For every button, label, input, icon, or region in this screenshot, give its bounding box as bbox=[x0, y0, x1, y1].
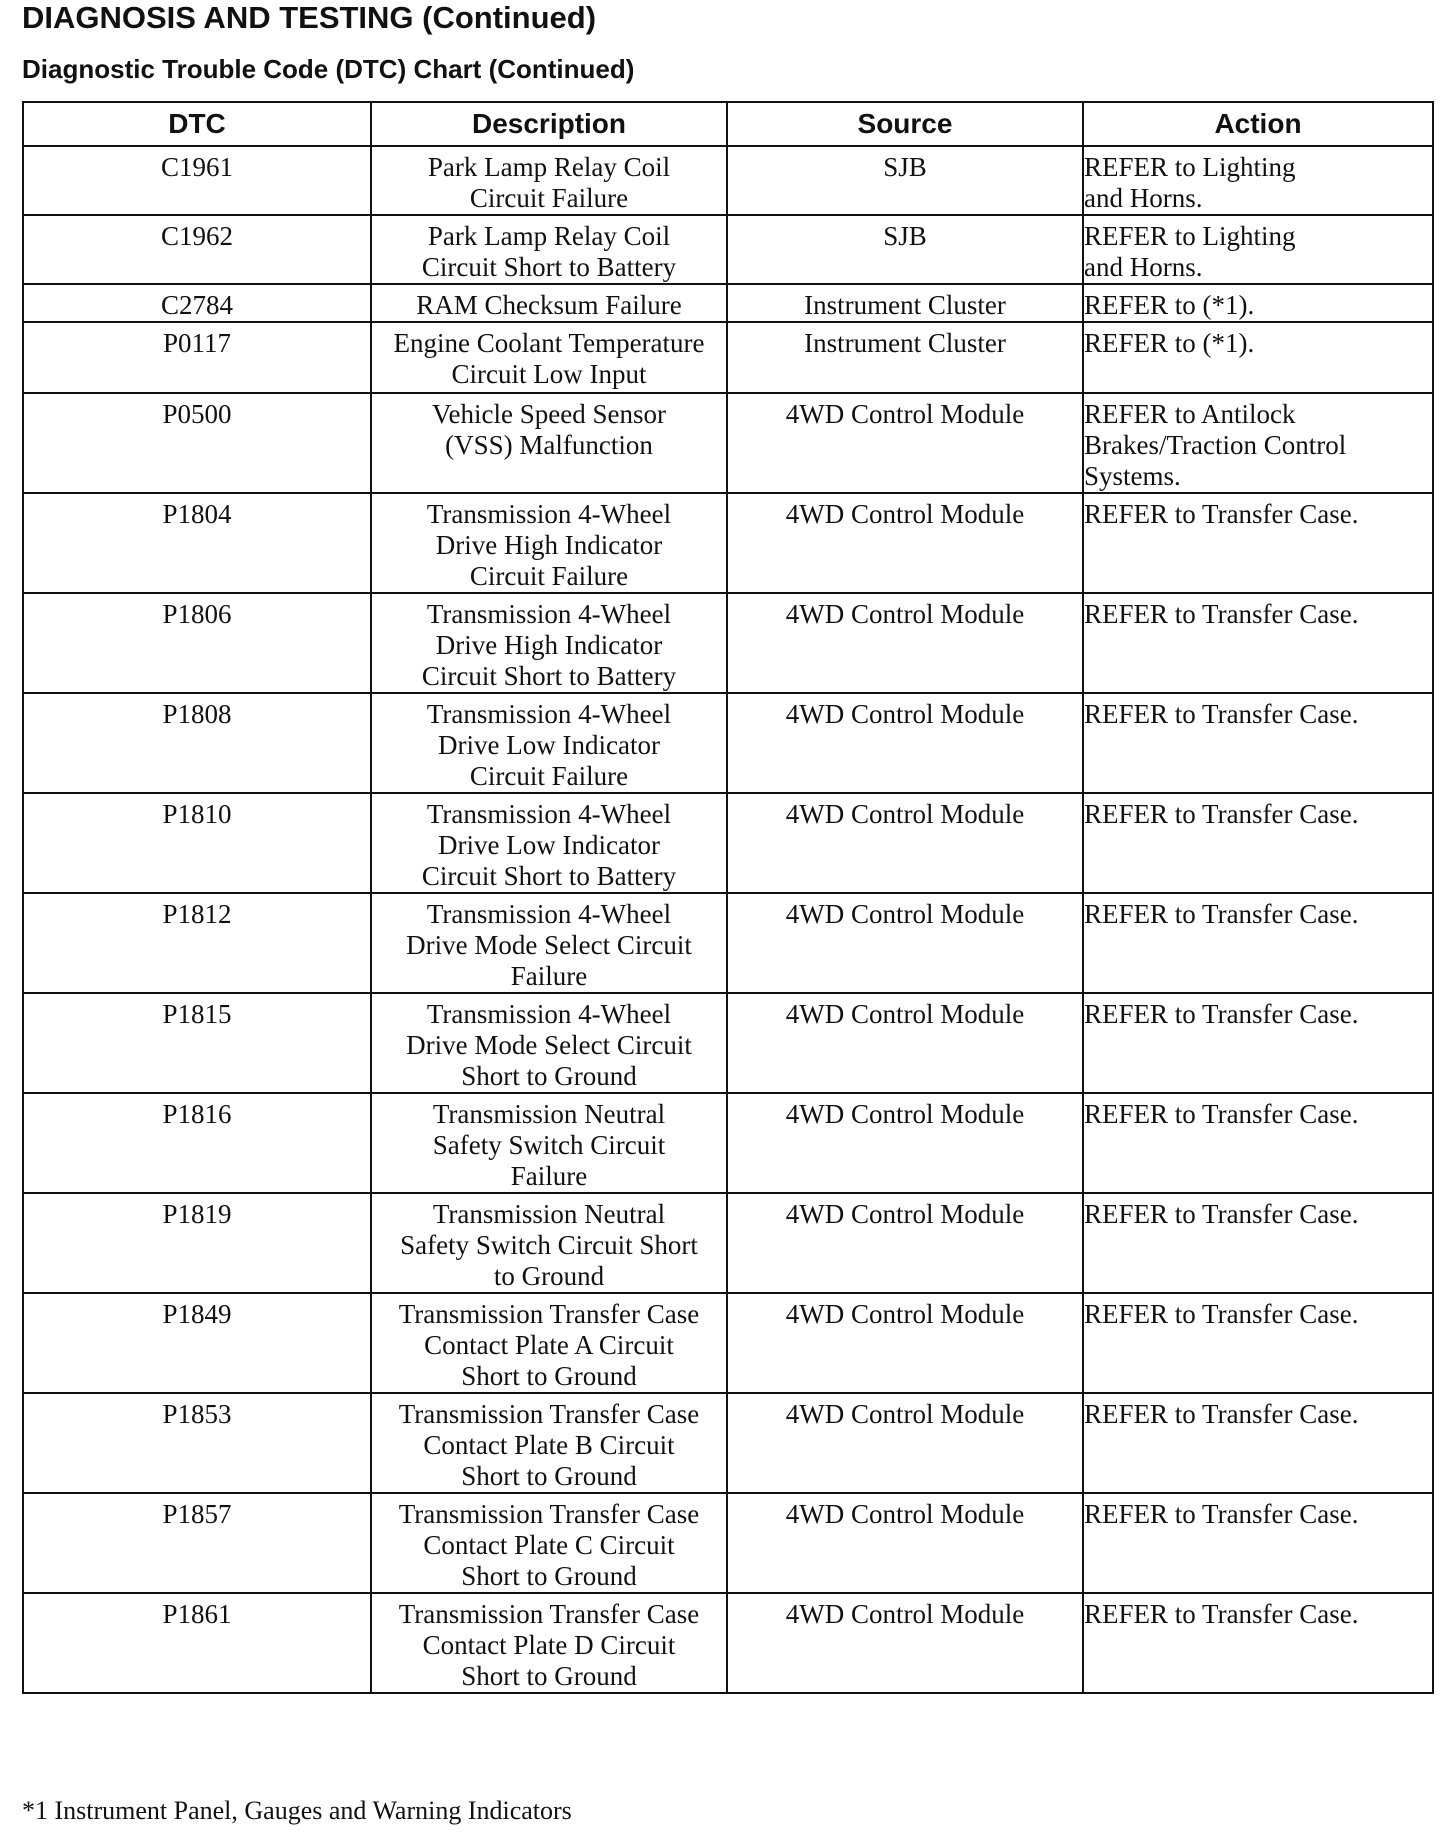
description-line: Drive Mode Select Circuit bbox=[406, 1030, 692, 1060]
table-row bbox=[23, 393, 1433, 493]
description-line: Failure bbox=[510, 1161, 588, 1191]
description-line: Safety Switch Circuit bbox=[432, 1130, 666, 1160]
description-line: Transmission Neutral bbox=[432, 1099, 666, 1129]
description-cell bbox=[371, 284, 727, 322]
action-cell bbox=[1083, 146, 1433, 215]
description-line: Circuit Failure bbox=[469, 561, 629, 591]
dtc-code-cell: P1804 bbox=[23, 493, 371, 593]
table-row bbox=[23, 593, 1433, 693]
action-line: Systems. bbox=[1084, 461, 1181, 491]
description-line: Short to Ground bbox=[461, 1061, 637, 1091]
dtc-code-cell: P1812 bbox=[23, 893, 371, 993]
description-line: Circuit Short to Battery bbox=[421, 252, 677, 282]
action-line: REFER to Transfer Case. bbox=[1084, 1299, 1359, 1329]
action-cell bbox=[1083, 1393, 1433, 1493]
dtc-code-cell: P1819 bbox=[23, 1193, 371, 1293]
action-line: REFER to Transfer Case. bbox=[1084, 999, 1359, 1029]
action-cell bbox=[1083, 1093, 1433, 1193]
source-cell: 4WD Control Module bbox=[727, 393, 1083, 493]
column-header-dtc: DTC bbox=[23, 102, 371, 146]
description-cell bbox=[371, 993, 727, 1093]
action-cell bbox=[1083, 393, 1433, 493]
action-line: REFER to Transfer Case. bbox=[1084, 799, 1359, 829]
footnote: *1 Instrument Panel, Gauges and Warning Indicators bbox=[22, 1796, 572, 1825]
description-line: Drive High Indicator bbox=[435, 630, 663, 660]
action-cell bbox=[1083, 322, 1433, 393]
description-line: Transmission 4-Wheel bbox=[426, 799, 672, 829]
dtc-code-cell: P1849 bbox=[23, 1293, 371, 1393]
action-cell bbox=[1083, 215, 1433, 284]
description-cell bbox=[371, 146, 727, 215]
dtc-code-cell: P0500 bbox=[23, 393, 371, 493]
action-line: REFER to Transfer Case. bbox=[1084, 499, 1359, 529]
chart-title: Diagnostic Trouble Code (DTC) Chart (Continued) bbox=[22, 54, 635, 84]
description-line: Park Lamp Relay Coil bbox=[427, 152, 671, 182]
table-row bbox=[23, 215, 1433, 284]
table-row bbox=[23, 1093, 1433, 1193]
source-cell: 4WD Control Module bbox=[727, 793, 1083, 893]
description-cell bbox=[371, 493, 727, 593]
action-line: REFER to Transfer Case. bbox=[1084, 1499, 1359, 1529]
table-row bbox=[23, 1293, 1433, 1393]
table-row bbox=[23, 893, 1433, 993]
description-cell bbox=[371, 893, 727, 993]
source-cell: 4WD Control Module bbox=[727, 1093, 1083, 1193]
dtc-code-cell: P1857 bbox=[23, 1493, 371, 1593]
description-cell bbox=[371, 215, 727, 284]
description-cell bbox=[371, 1393, 727, 1493]
source-cell: 4WD Control Module bbox=[727, 1593, 1083, 1693]
table-row bbox=[23, 284, 1433, 322]
action-line: Brakes/Traction Control bbox=[1084, 430, 1347, 460]
source-cell: 4WD Control Module bbox=[727, 1493, 1083, 1593]
action-line: REFER to Antilock bbox=[1084, 399, 1296, 429]
action-line: REFER to (*1). bbox=[1084, 290, 1255, 320]
source-cell: SJB bbox=[727, 215, 1083, 284]
description-cell bbox=[371, 1593, 727, 1693]
action-cell bbox=[1083, 1293, 1433, 1393]
table-row bbox=[23, 993, 1433, 1093]
dtc-code-cell: P1808 bbox=[23, 693, 371, 793]
dtc-code-cell: C1961 bbox=[23, 146, 371, 215]
description-line: Safety Switch Circuit Short bbox=[400, 1230, 698, 1260]
description-line: to Ground bbox=[493, 1261, 605, 1291]
action-cell bbox=[1083, 493, 1433, 593]
action-line: REFER to Transfer Case. bbox=[1084, 699, 1359, 729]
dtc-code-cell: P1815 bbox=[23, 993, 371, 1093]
description-line: Engine Coolant Temperature bbox=[393, 328, 705, 358]
dtc-code-cell: P1861 bbox=[23, 1593, 371, 1693]
source-cell: Instrument Cluster bbox=[727, 284, 1083, 322]
action-cell bbox=[1083, 593, 1433, 693]
description-line: Transmission 4-Wheel bbox=[426, 699, 672, 729]
description-line: Transmission 4-Wheel bbox=[426, 599, 672, 629]
description-line: Failure bbox=[510, 961, 588, 991]
description-cell bbox=[371, 1193, 727, 1293]
action-line: REFER to Transfer Case. bbox=[1084, 899, 1359, 929]
description-cell bbox=[371, 322, 727, 393]
action-cell bbox=[1083, 893, 1433, 993]
description-line: Transmission 4-Wheel bbox=[426, 499, 672, 529]
dtc-code-cell: C1962 bbox=[23, 215, 371, 284]
description-line: Transmission Transfer Case bbox=[398, 1399, 700, 1429]
description-line: Drive Low Indicator bbox=[438, 830, 660, 860]
source-cell: 4WD Control Module bbox=[727, 993, 1083, 1093]
action-cell bbox=[1083, 1493, 1433, 1593]
header-row bbox=[23, 102, 1433, 146]
description-line: Short to Ground bbox=[461, 1361, 637, 1391]
table-row bbox=[23, 146, 1433, 215]
description-line: Contact Plate A Circuit bbox=[424, 1330, 674, 1360]
dtc-code-cell: P1853 bbox=[23, 1393, 371, 1493]
description-line: Transmission Neutral bbox=[432, 1199, 666, 1229]
action-cell bbox=[1083, 793, 1433, 893]
description-cell bbox=[371, 1493, 727, 1593]
description-line: Drive Low Indicator bbox=[438, 730, 660, 760]
dtc-code-cell: P0117 bbox=[23, 322, 371, 393]
action-line: REFER to Transfer Case. bbox=[1084, 1099, 1359, 1129]
action-line: REFER to Transfer Case. bbox=[1084, 1399, 1359, 1429]
dtc-table bbox=[22, 101, 1434, 1694]
action-line: and Horns. bbox=[1084, 252, 1203, 282]
description-cell bbox=[371, 693, 727, 793]
description-cell bbox=[371, 393, 727, 493]
dtc-code-cell: P1810 bbox=[23, 793, 371, 893]
table-body bbox=[23, 146, 1433, 1693]
description-line: Circuit Failure bbox=[469, 183, 629, 213]
description-line: Circuit Low Input bbox=[451, 359, 647, 389]
action-line: REFER to Lighting bbox=[1084, 152, 1296, 182]
description-cell bbox=[371, 593, 727, 693]
action-cell bbox=[1083, 284, 1433, 322]
table-row bbox=[23, 322, 1433, 393]
column-header-source: Source bbox=[727, 102, 1083, 146]
table-row bbox=[23, 693, 1433, 793]
description-line: Short to Ground bbox=[461, 1661, 637, 1691]
table-row bbox=[23, 1393, 1433, 1493]
description-cell bbox=[371, 1293, 727, 1393]
source-cell: SJB bbox=[727, 146, 1083, 215]
action-line: REFER to Transfer Case. bbox=[1084, 1599, 1359, 1629]
table-row bbox=[23, 793, 1433, 893]
source-cell: 4WD Control Module bbox=[727, 493, 1083, 593]
description-line: Drive High Indicator bbox=[435, 530, 663, 560]
description-line: Transmission 4-Wheel bbox=[426, 999, 672, 1029]
description-line: Circuit Short to Battery bbox=[421, 861, 677, 891]
table-row bbox=[23, 493, 1433, 593]
description-cell bbox=[371, 1093, 727, 1193]
dtc-code-cell: C2784 bbox=[23, 284, 371, 322]
dtc-code-cell: P1816 bbox=[23, 1093, 371, 1193]
dtc-code-cell: P1806 bbox=[23, 593, 371, 693]
action-cell bbox=[1083, 993, 1433, 1093]
action-cell bbox=[1083, 693, 1433, 793]
description-line: (VSS) Malfunction bbox=[445, 430, 653, 460]
source-cell: 4WD Control Module bbox=[727, 1193, 1083, 1293]
table-row bbox=[23, 1493, 1433, 1593]
source-cell: 4WD Control Module bbox=[727, 693, 1083, 793]
source-cell: 4WD Control Module bbox=[727, 1393, 1083, 1493]
action-line: and Horns. bbox=[1084, 183, 1203, 213]
description-line: Transmission 4-Wheel bbox=[426, 899, 672, 929]
description-line: Circuit Short to Battery bbox=[421, 661, 677, 691]
table-row bbox=[23, 1593, 1433, 1693]
description-line: RAM Checksum Failure bbox=[416, 290, 682, 320]
source-cell: 4WD Control Module bbox=[727, 1293, 1083, 1393]
description-line: Short to Ground bbox=[461, 1461, 637, 1491]
description-line: Contact Plate C Circuit bbox=[423, 1530, 675, 1560]
column-header-action: Action bbox=[1083, 102, 1433, 146]
action-cell bbox=[1083, 1193, 1433, 1293]
description-line: Circuit Failure bbox=[469, 761, 629, 791]
description-line: Short to Ground bbox=[461, 1561, 637, 1591]
description-line: Contact Plate D Circuit bbox=[422, 1630, 676, 1660]
action-line: REFER to (*1). bbox=[1084, 328, 1255, 358]
action-line: REFER to Lighting bbox=[1084, 221, 1296, 251]
description-line: Transmission Transfer Case bbox=[398, 1599, 700, 1629]
source-cell: Instrument Cluster bbox=[727, 322, 1083, 393]
column-header-description: Description bbox=[371, 102, 727, 146]
action-line: REFER to Transfer Case. bbox=[1084, 1199, 1359, 1229]
description-cell bbox=[371, 793, 727, 893]
table-row bbox=[23, 1193, 1433, 1293]
action-cell bbox=[1083, 1593, 1433, 1693]
action-line: REFER to Transfer Case. bbox=[1084, 599, 1359, 629]
description-line: Contact Plate B Circuit bbox=[423, 1430, 675, 1460]
source-cell: 4WD Control Module bbox=[727, 893, 1083, 993]
description-line: Transmission Transfer Case bbox=[398, 1499, 700, 1529]
source-cell: 4WD Control Module bbox=[727, 593, 1083, 693]
page-heading: DIAGNOSIS AND TESTING (Continued) bbox=[22, 0, 597, 35]
description-line: Vehicle Speed Sensor bbox=[432, 399, 666, 429]
description-line: Transmission Transfer Case bbox=[398, 1299, 700, 1329]
description-line: Park Lamp Relay Coil bbox=[427, 221, 671, 251]
description-line: Drive Mode Select Circuit bbox=[406, 930, 692, 960]
